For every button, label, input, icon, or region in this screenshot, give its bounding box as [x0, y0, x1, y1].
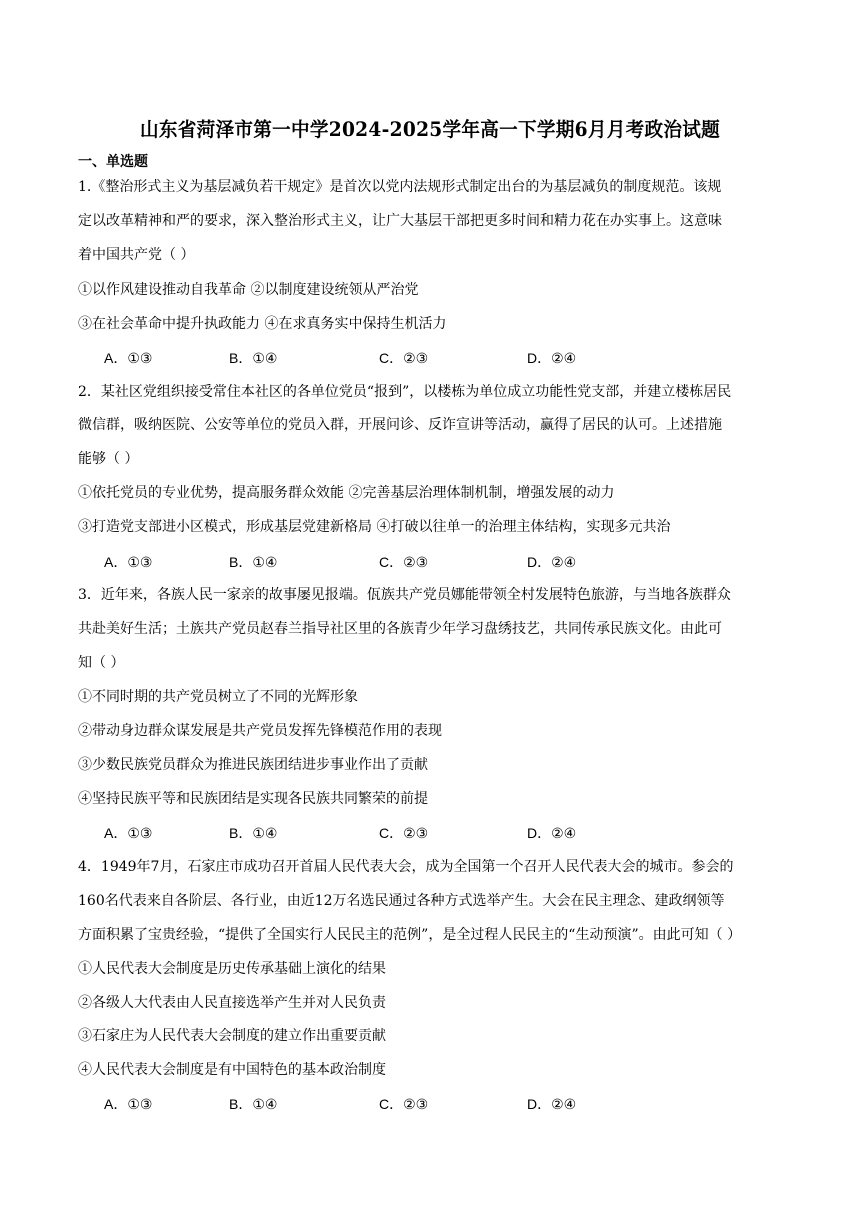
- question-3-item-2: ②带动身边群众谋发展是共产党员发挥先锋模范作用的表现: [78, 723, 442, 739]
- question-3-item-4: ④坚持民族平等和民族团结是实现各民族共同繁荣的前提: [78, 791, 428, 807]
- option-a[interactable]: A．①③: [104, 825, 153, 842]
- option-b[interactable]: B．①④: [229, 1096, 278, 1113]
- question-3-stem-line-2: 共赴美好生活；土族共产党员赵春兰指导社区里的各族青少年学习盘绣技艺，共同传承民族文化。由此可: [78, 621, 722, 637]
- question-3-item-3: ③少数民族党员群众为推进民族团结进步事业作出了贡献: [78, 757, 428, 773]
- question-4-item-3: ③石家庄为人民代表大会制度的建立作出重要贡献: [78, 1028, 386, 1044]
- option-d[interactable]: D．②④: [527, 554, 577, 571]
- section-heading: 一、单选题: [78, 154, 148, 170]
- option-b[interactable]: B．①④: [229, 554, 278, 571]
- question-4-stem-line-2: 160名代表来自各阶层、各行业，由近12万名选民通过各种方式选举产生。大会在民主理念、建政纲领等: [78, 893, 725, 909]
- question-1-stem-line-3: 着中国共产党（ ）: [78, 247, 195, 263]
- option-c[interactable]: C．②③: [379, 825, 429, 842]
- option-d[interactable]: D．②④: [527, 825, 577, 842]
- option-b[interactable]: B．①④: [229, 825, 278, 842]
- option-d[interactable]: D．②④: [527, 350, 577, 367]
- question-4-item-1: ①人民代表大会制度是历史传承基础上演化的结果: [78, 961, 386, 977]
- question-1-item-row-1: ①以作风建设推动自我革命 ②以制度建设统领从严治党: [78, 282, 419, 298]
- option-a[interactable]: A．①③: [104, 554, 153, 571]
- question-2-stem-line-1: 2．某社区党组织接受常住本社区的各单位党员“报到”，以楼栋为单位成立功能性党支部，并建立楼栋居民: [78, 384, 732, 400]
- question-3-stem-line-1: 3．近年来，各族人民一家亲的故事屡见报端。佤族共产党员娜能带领全村发展特色旅游，与当地各族群众: [78, 587, 731, 603]
- question-2-stem-line-2: 微信群，吸纳医院、公安等单位的党员入群，开展问诊、反诈宣讲等活动，赢得了居民的认可。上述措施: [78, 417, 722, 433]
- question-1-stem-line-2: 定以改革精神和严的要求，深入整治形式主义，让广大基层干部把更多时间和精力花在办实事上。这意味: [78, 213, 722, 229]
- option-a[interactable]: A．①③: [104, 1096, 153, 1113]
- option-c[interactable]: C．②③: [379, 350, 429, 367]
- question-2-stem-line-3: 能够（ ）: [78, 451, 139, 467]
- question-4-stem-line-3: 方面积累了宝贵经验，“提供了全国实行人民民主的范例”，是全过程人民民主的“生动预演”。由此可知（ ）: [78, 927, 742, 943]
- option-c[interactable]: C．②③: [379, 554, 429, 571]
- question-3-item-1: ①不同时期的共产党员树立了不同的光辉形象: [78, 689, 358, 705]
- option-c[interactable]: C．②③: [379, 1096, 429, 1113]
- option-a[interactable]: A．①③: [104, 350, 153, 367]
- option-b[interactable]: B．①④: [229, 350, 278, 367]
- question-4-stem-line-1: 4．1949年7月，石家庄市成功召开首届人民代表大会，成为全国第一个召开人民代表大会的城市。参会的: [78, 859, 734, 875]
- question-4-item-4: ④人民代表大会制度是有中国特色的基本政治制度: [78, 1062, 386, 1078]
- question-1-item-row-2: ③在社会革命中提升执政能力 ④在求真务实中保持生机活力: [78, 316, 447, 332]
- question-4-item-2: ②各级人大代表由人民直接选举产生并对人民负责: [78, 995, 386, 1011]
- question-3-stem-line-3: 知（ ）: [78, 655, 125, 671]
- question-1-stem-line-1: 1.《整治形式主义为基层减负若干规定》是首次以党内法规形式制定出台的为基层减负的制度规范。该规: [78, 179, 722, 195]
- option-d[interactable]: D．②④: [527, 1096, 577, 1113]
- question-2-item-row-2: ③打造党支部进小区模式，形成基层党建新格局 ④打破以往单一的治理主体结构，实现多元共治: [78, 519, 671, 535]
- question-2-item-row-1: ①依托党员的专业优势，提高服务群众效能 ②完善基层治理体制机制，增强发展的动力: [78, 485, 615, 501]
- page-title: 山东省菏泽市第一中学2024-2025学年高一下学期6月月考政治试题: [139, 118, 721, 141]
